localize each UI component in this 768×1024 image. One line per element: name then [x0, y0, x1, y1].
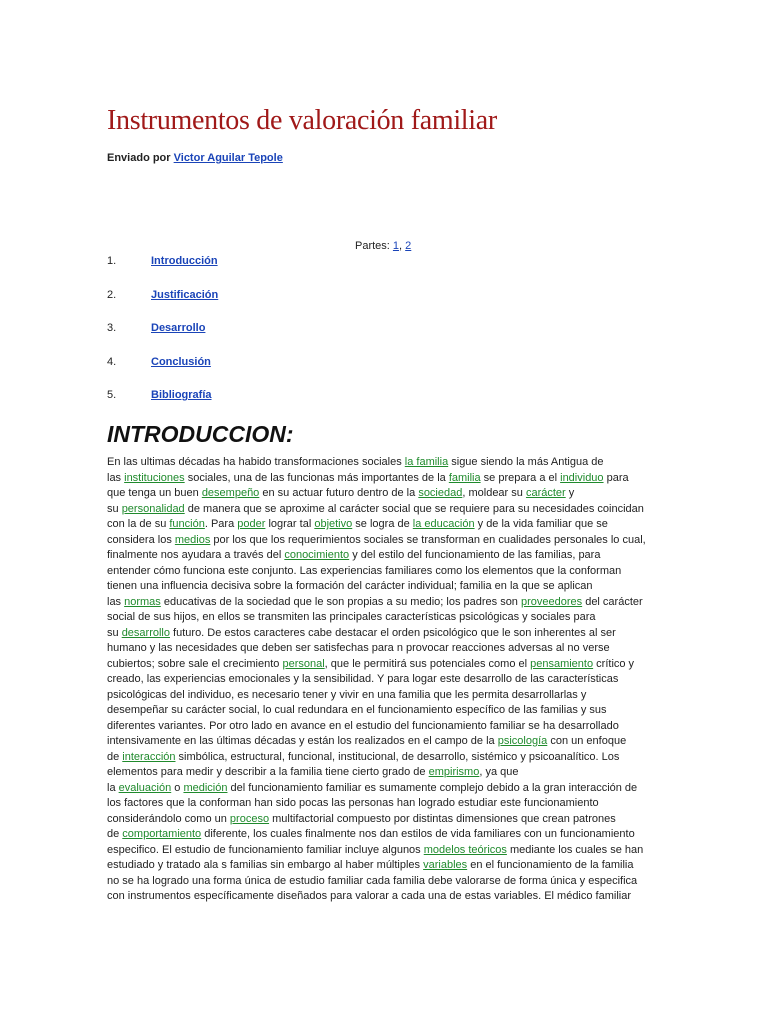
paragraph-line	[107, 874, 647, 890]
keyword-link[interactable]: conocimiento	[284, 549, 350, 561]
paragraph-line	[107, 750, 647, 766]
keyword-link[interactable]: desempeño	[201, 487, 260, 499]
paragraph-line	[107, 533, 647, 549]
paragraph-text: social de sus hijos, en ellos se transmiten las principales características psicológicas y sociales para	[107, 611, 596, 623]
paragraph-text: en su actuar futuro dentro de la	[259, 487, 419, 499]
paragraph-text: intensivamente en las últimas décadas y están los realizados en el campo de la	[107, 735, 498, 747]
author-prefix: Enviado por	[107, 152, 171, 164]
keyword-link[interactable]: proceso	[229, 812, 270, 825]
paragraph-text: considerándolo como un	[107, 812, 230, 825]
paragraph-text: no se ha logrado una forma única de estudio familiar cada familia debe valorarse de forma única y especifica	[107, 874, 638, 887]
paragraph-text: educativas de la sociedad que le son propias a su medio; los padres son	[160, 595, 521, 608]
paragraph-text: mediante los cuales se han	[506, 843, 644, 856]
paragraph-line	[107, 858, 647, 874]
keyword-link[interactable]: la educación	[412, 518, 475, 530]
keyword-link[interactable]: sociedad	[418, 487, 463, 499]
paragraph-text: la	[107, 781, 119, 794]
paragraph-text: y de la vida familiar que se	[474, 518, 608, 530]
page-title: Instrumentos de valoración familiar	[107, 105, 497, 136]
keyword-link[interactable]: función	[169, 518, 205, 530]
paragraph-line	[107, 843, 647, 859]
paragraph-text: cubiertos; sobre sale el crecimiento	[107, 657, 283, 670]
paragraph-text: su	[107, 502, 122, 515]
paragraph-text: , ya que	[479, 766, 519, 778]
keyword-link[interactable]: empirismo	[428, 766, 480, 778]
paragraph-text: finalmente nos ayudara a través del	[107, 549, 285, 561]
paragraph-text: sociales, una de las funcionas más importantes de la	[184, 471, 449, 484]
paragraph-line	[107, 827, 647, 843]
toc-number: 1.	[107, 255, 117, 267]
paragraph-text: sigue siendo la más Antigua de	[448, 456, 604, 468]
parts-label: Partes:	[355, 240, 390, 252]
paragraph-text: los factores que la conforman han sido pocas las personas han logrado estudiar este funcionamiento	[107, 797, 599, 809]
toc-link-introduccion[interactable]: Introducción	[151, 255, 218, 267]
paragraph-text: desempeñar su carácter social, lo cual redundara en el funcionamiento específico de las familias y sus	[107, 704, 607, 716]
parts-navigation	[355, 240, 411, 252]
paragraph-text: simbólica, estructural, funcional, institucional, de desarrollo, sistémico y psicoanalítico. Los	[175, 750, 620, 763]
paragraph-line	[107, 455, 647, 471]
keyword-link[interactable]: familia	[448, 471, 481, 484]
paragraph-text: con la de su	[107, 518, 170, 530]
keyword-link[interactable]: proveedores	[520, 595, 583, 608]
paragraph-text: entender cómo funciona este conjunto. Las experiencias familiares como los elementos que la conforman	[107, 564, 622, 577]
section-heading-introduccion: INTRODUCCION:	[107, 421, 294, 447]
keyword-link[interactable]: interacción	[122, 750, 176, 763]
keyword-link[interactable]: normas	[124, 595, 161, 608]
paragraph-text: psicológicas del individuo, es necesario tener y vivir en una familia que les permita desarrollarlas y	[107, 688, 587, 701]
keyword-link[interactable]: medios	[174, 533, 211, 546]
toc-link-conclusion[interactable]: Conclusión	[151, 355, 211, 368]
paragraph-line	[107, 548, 647, 564]
keyword-link[interactable]: modelos teóricos	[423, 843, 507, 856]
paragraph-text: lograr tal	[265, 518, 315, 530]
paragraph-text: por los que los requerimientos sociales se transforman en cualidades personales lo cual,	[210, 533, 646, 546]
paragraph-text: que tenga un buen	[107, 487, 202, 499]
paragraph-line	[107, 765, 647, 781]
keyword-link[interactable]: personalidad	[121, 502, 185, 515]
paragraph-text: y del estilo del funcionamiento de las familias, para	[349, 549, 601, 561]
paragraph-text: o	[171, 781, 184, 794]
paragraph-line	[107, 688, 647, 704]
toc-link-desarrollo[interactable]: Desarrollo	[151, 322, 206, 334]
paragraph-line	[107, 471, 647, 487]
paragraph-text: del carácter	[582, 595, 643, 608]
paragraph-line	[107, 486, 647, 502]
keyword-link[interactable]: la familia	[404, 456, 449, 468]
paragraph-text: , que le permitirá sus potenciales como el	[324, 657, 531, 670]
paragraph-line	[107, 781, 647, 797]
paragraph-line	[107, 626, 647, 642]
paragraph-text: se logra de	[352, 518, 413, 530]
paragraph-text: diferentes variantes. Por otro lado en avance en el estudio del funcionamiento familiar se ha desarrollado	[107, 719, 619, 732]
paragraph-text: humano y las necesidades que deben ser satisfechas para n provocar reacciones adversas al no verse	[107, 642, 610, 654]
paragraph-line	[107, 502, 647, 518]
paragraph-text: con un enfoque	[547, 735, 627, 747]
paragraph-line	[107, 672, 647, 688]
paragraph-line	[107, 889, 647, 905]
keyword-link[interactable]: variables	[423, 859, 468, 871]
paragraph-text: su	[107, 626, 122, 639]
paragraph-text: en el funcionamiento de la familia	[467, 859, 634, 871]
paragraph-line	[107, 703, 647, 719]
keyword-link[interactable]: poder	[237, 518, 266, 530]
author-line	[107, 152, 283, 164]
part-link-1[interactable]: 1	[392, 240, 400, 252]
keyword-link[interactable]: instituciones	[124, 471, 185, 484]
keyword-link[interactable]: psicología	[497, 735, 548, 747]
toc-number: 4.	[107, 355, 117, 368]
paragraph-text: las	[107, 471, 125, 484]
keyword-link[interactable]: personal	[282, 657, 325, 670]
keyword-link[interactable]: individuo	[560, 471, 604, 484]
paragraph-line	[107, 595, 647, 611]
paragraph-line	[107, 657, 647, 673]
toc-link-bibliografia[interactable]: Bibliografía	[151, 389, 212, 401]
toc-number: 5.	[107, 389, 117, 401]
paragraph-line	[107, 641, 647, 657]
paragraph-text: para	[603, 471, 629, 484]
keyword-link[interactable]: carácter	[525, 487, 566, 499]
toc-number: 2.	[107, 288, 117, 301]
paragraph-text: crítico y	[593, 657, 635, 670]
paragraph-text: diferente, los cuales finalmente nos dan estilos de vida familiares con un funcionamiento	[201, 828, 635, 840]
paragraph-text: multifactorial compuesto por distintas dimensiones que crean patrones	[269, 812, 616, 825]
paragraph-line	[107, 719, 647, 735]
paragraph-text: futuro. De estos caracteres cabe destacar el orden psicológico que le son inherentes al ser	[170, 626, 616, 639]
paragraph-text: tienen una influencia decisiva sobre la formación del carácter individual; familia en la que se aplican	[107, 580, 593, 592]
paragraph-text: del funcionamiento familiar es sumamente complejo debido a la gran interacción de	[227, 781, 638, 794]
body-paragraph	[107, 455, 647, 905]
paragraph-line	[107, 564, 647, 580]
keyword-link[interactable]: objetivo	[314, 518, 353, 530]
paragraph-text: creado, las experiencias emocionales y la sensibilidad. Y para logar este desarrollo de las características	[107, 673, 619, 685]
paragraph-text: las	[107, 595, 125, 608]
author-link[interactable]: Victor Aguilar Tepole	[173, 152, 283, 164]
part-link-2[interactable]: 2	[405, 240, 412, 252]
paragraph-line	[107, 579, 647, 595]
paragraph-line	[107, 812, 647, 828]
paragraph-line	[107, 796, 647, 812]
paragraph-text: especifico. El estudio de funcionamiento familiar incluye algunos	[107, 843, 424, 856]
toc-link-justificacion[interactable]: Justificación	[151, 288, 219, 301]
paragraph-text: se prepara a el	[480, 471, 561, 484]
keyword-link[interactable]: evaluación	[118, 781, 172, 794]
paragraph-text: y	[565, 487, 575, 499]
paragraph-text: elementos para medir y describir a la familia tiene cierto grado de	[107, 766, 429, 778]
paragraph-line	[107, 610, 647, 626]
toc-number: 3.	[107, 322, 117, 334]
paragraph-text: de	[107, 750, 123, 763]
parts-separator: ,	[399, 240, 406, 252]
paragraph-text: . Para	[204, 518, 238, 530]
paragraph-text: considera los	[107, 533, 175, 546]
paragraph-text: de	[107, 828, 123, 840]
paragraph-text: En las ultimas décadas ha habido transformaciones sociales	[107, 456, 405, 468]
keyword-link[interactable]: medición	[183, 781, 228, 794]
paragraph-text: estudiado y tratado ala s familias sin embargo al haber múltiples	[107, 859, 424, 871]
keyword-link[interactable]: desarrollo	[121, 626, 170, 639]
paragraph-line	[107, 517, 647, 533]
paragraph-line	[107, 734, 647, 750]
keyword-link[interactable]: comportamiento	[122, 828, 202, 840]
keyword-link[interactable]: pensamiento	[530, 657, 594, 670]
paragraph-text: de manera que se aproxime al carácter social que se requiere para su necesidades coincidan	[184, 502, 644, 515]
paragraph-text: , moldear su	[462, 487, 526, 499]
paragraph-text: con instrumentos específicamente diseñados para valorar a cada una de estas variables. El médico familiar	[107, 890, 631, 902]
